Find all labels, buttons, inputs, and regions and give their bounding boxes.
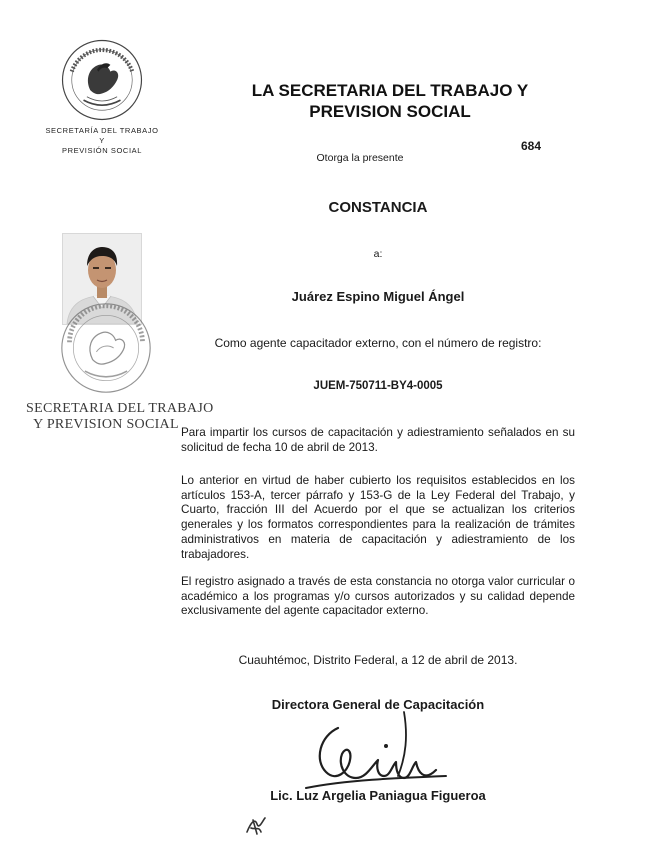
signer-name: Lic. Luz Argelia Paniagua Figueroa [270, 788, 486, 803]
signer-position: Directora General de Capacitación [271, 697, 485, 712]
seal-caption-line3: PREVISIÓN SOCIAL [61, 146, 143, 155]
stamp-seal-icon [58, 300, 154, 396]
stamp-text-line2: Y PREVISION SOCIAL [33, 417, 179, 432]
stamp-text-line1: SECRETARIA DEL TRABAJO [26, 401, 214, 416]
paragraph-disclaimer: El registro asignado a través de esta constancia no otorga valor curricular o académico a los programas y/o cursos autorizados y su calidad depende exclusivamente del agente capacitador externo. [181, 575, 575, 618]
initials-mark-icon [243, 812, 269, 838]
recipient-name: Juárez Espino Miguel Ángel [291, 289, 465, 304]
page-title [180, 80, 600, 122]
seal-caption-line2: Y [99, 136, 105, 145]
title-line2: PREVISION SOCIAL [309, 102, 471, 121]
registration-intro: Como agente capacitador externo, con el número de registro: [214, 336, 542, 350]
seal-caption-line1: SECRETARÍA DEL TRABAJO [45, 126, 159, 135]
otorga-text: Otorga la presente [316, 152, 404, 164]
recipient-label: a: [373, 248, 383, 260]
place-date: Cuauhtémoc, Distrito Federal, a 12 de abril de 2013. [238, 653, 518, 667]
coat-of-arms-seal-icon [60, 38, 144, 122]
title-line1: LA SECRETARIA DEL TRABAJO Y [251, 81, 529, 100]
document-heading: CONSTANCIA [328, 199, 428, 216]
paragraph-legal-basis: Lo anterior en virtud de haber cubierto los requisitos establecidos en los artículos 153-A, tercer párrafo y 153-G de la Ley Federal del Trabajo, y Cuarto, fracción III del Acuerdo por el que se actualizan los criterios generales y los formatos correspondientes para la realización de trámites administrativos en materia de capacitación y adiestramiento de los trabajadores. [181, 474, 575, 561]
registration-number: JUEM-750711-BY4-0005 [313, 380, 443, 392]
folio-number: 684 [521, 139, 542, 153]
seal-caption [36, 126, 168, 156]
stamp-text [26, 401, 214, 433]
paragraph-purpose: Para impartir los cursos de capacitación y adiestramiento señalados en su solicitud de fecha 10 de abril de 2013. [181, 426, 575, 454]
